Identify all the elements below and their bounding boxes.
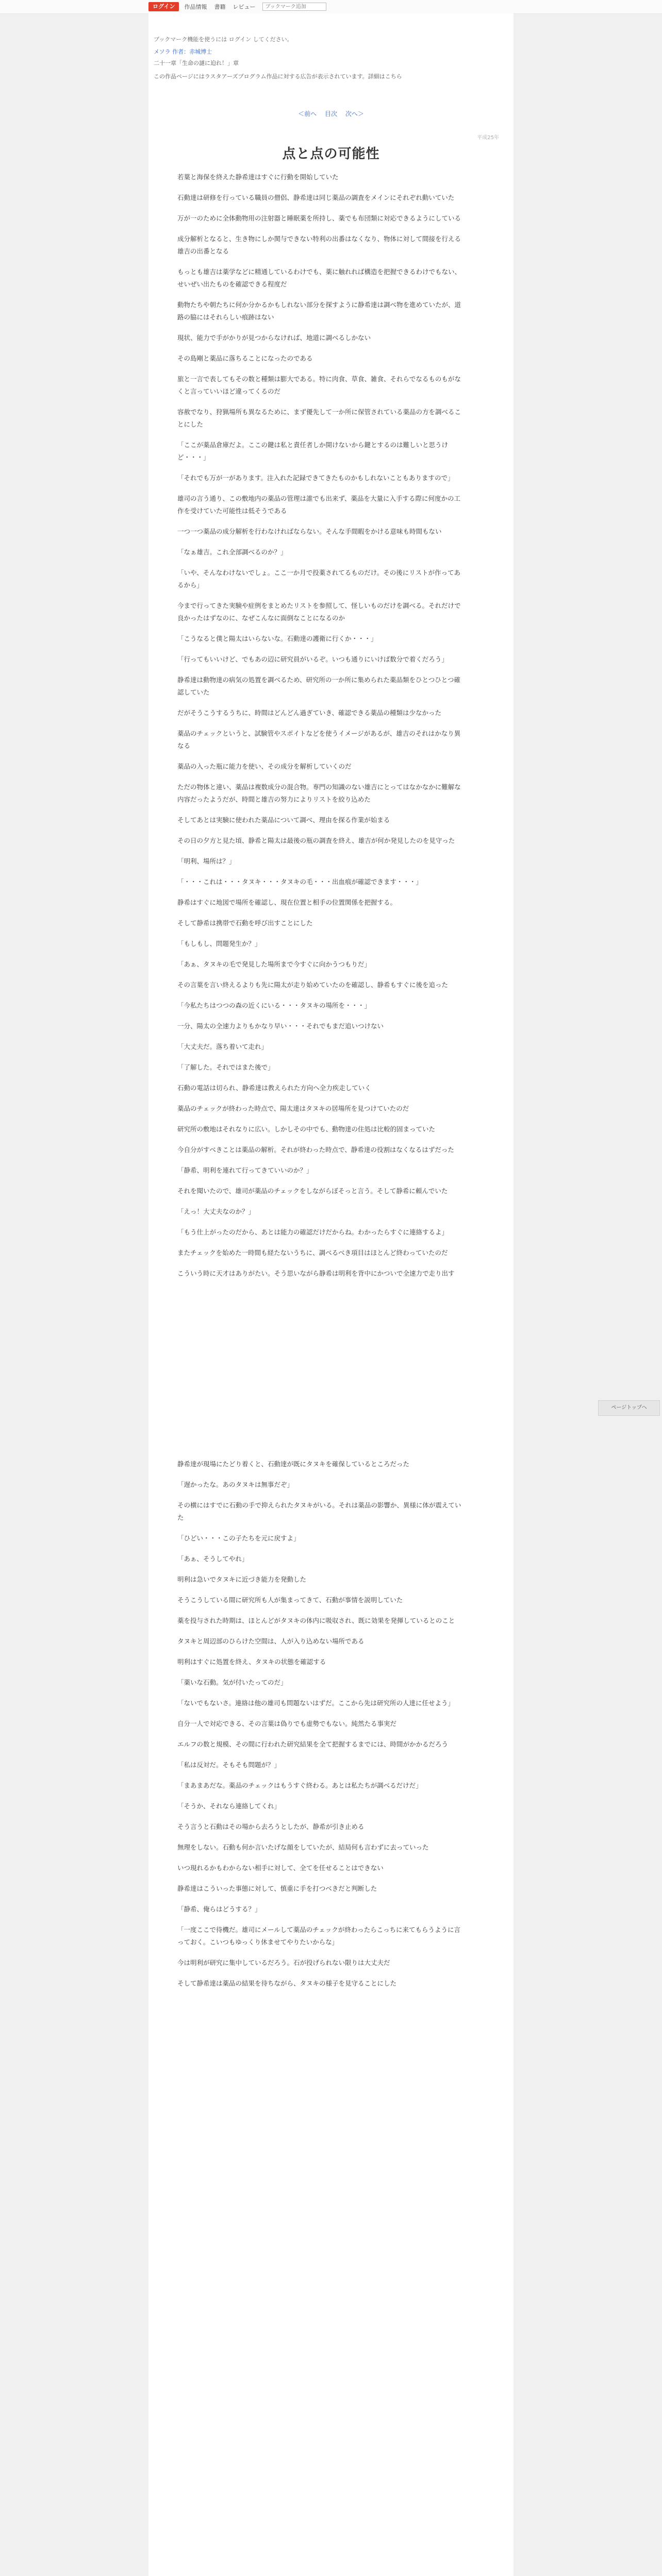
story-paragraph: 「あぁ、そうしてやれ」	[177, 1555, 249, 1563]
story-paragraph: 無理をしない。石動も何か言いたげな顔をしていたが、結局何も言わずに去っていった	[177, 1843, 429, 1851]
story-paragraph: 「明利、場所は？」	[177, 857, 236, 865]
story-paragraph: 石動の電話は切られ、静希達は教えられた方向へ全力疾走していく	[177, 1084, 371, 1092]
story-paragraph: そしてあとは実験に使われた薬品について調べ、理由を探る作業が始まる	[177, 816, 390, 824]
story-paragraph: 「ないでもないさ。連絡は他の雄司も問題ないはずだ。ここから先は研究所の人達に任せよう」	[177, 1699, 455, 1707]
story-paragraph: 「大丈夫だ。落ち着いて走れ」	[177, 1043, 268, 1050]
story-paragraph: その日の夕方と見た頃、静希と陽太は最後の瓶の調査を終え、雄吉が何か発見したのを見守った	[177, 837, 455, 844]
story-paragraph: 「静希、俺らはどうする？」	[177, 1905, 261, 1913]
next-page-link[interactable]: 次へ＞	[345, 110, 364, 117]
story-paragraph: 「いや、そんなわけないでしょ。ここ一か月で投薬されてるものだけ。その後にリストが作ってあるから」	[177, 569, 461, 589]
post-date: 平成25年	[477, 135, 499, 141]
story-paragraph: もっとも雄吉は薬学などに精通しているわけでも、薬に触れれば構造を把握できるわけでもない、せいぜい出たものを確認できる程度だ	[177, 268, 461, 288]
story-paragraph: 今は明利が研究に集中しているだろう。石が投げられない限りは大丈夫だ	[177, 1959, 390, 1967]
story-paragraph: その島剛と薬品に落ちることになったのである	[177, 354, 313, 362]
story-paragraph: 「静希、明利を連れて行ってきていいのか？」	[177, 1166, 313, 1174]
story-paragraph: 雄司の言う通り、この敷地内の薬品の管理は誰でも出来ず、薬品を大量に入手する際に何度かの工作を受けていた可能性は低そうである	[177, 495, 461, 515]
page-top-button[interactable]: ページトップへ	[598, 1400, 660, 1416]
story-paragraph: 「まあまあだな。薬品のチェックはもうすぐ終わる。あとは私たちが調べるだけだ」	[177, 1782, 422, 1789]
story-paragraph: そして静希達は薬品の結果を待ちながら、タヌキの様子を見守ることにした	[177, 1979, 397, 1987]
story-paragraph: そう言うと石動はその場から去ろうとしたが、静希が引き止める	[177, 1823, 365, 1831]
story-paragraph: 容赦でなり、狩猟場所も異なるために、まず優先して一か所に保管されている薬品の方を調べることにした	[177, 408, 461, 428]
content-page	[148, 13, 514, 2576]
story-paragraph: 成分解析となると、生き物にしか関与できない特利の出番はなくなり、物体に対して間接を行える雄吉の出番となる	[177, 235, 461, 255]
bookmark-add-input[interactable]	[262, 3, 326, 11]
story-paragraph: 「それでも万が一があります。注入れた記録できてきたものかもしれないこともありますので」	[177, 474, 454, 482]
nav-link-works[interactable]: 作品情報	[184, 4, 207, 10]
story-paragraph: 「そうか、それなら連絡してくれ」	[177, 1802, 281, 1810]
story-paragraph: 「もう仕上がったのだから、あとは能力の確認だけだからね。わかったらすぐに連絡するよ」	[177, 1228, 449, 1236]
prev-page-link[interactable]: ＜前へ	[298, 110, 317, 117]
story-paragraph: その言葉を言い終えるよりも先に陽太が走り始めていたのを確認し、静希もすぐに後を追った	[177, 981, 449, 989]
story-paragraph: タヌキと周辺部のひらけた空間は、人が入り込めない場所である	[177, 1637, 365, 1645]
story-paragraph: 「私は反対だ。そもそも問題が？」	[177, 1761, 281, 1769]
story-paragraph: 「あぁ、タヌキの毛で発見した場所まで今すぐに向かうつもりだ」	[177, 960, 371, 968]
top-navigation-inner	[148, 2, 326, 11]
story-paragraph: 自分一人で対応できる、その言葉は偽りでも虚勢でもない。純然たる事実だ	[177, 1720, 397, 1727]
story-paragraph: 静希達は動物達の病気の処置を調べるため、研究所の一か所に集められた薬品類をひとつひとつ確認していた	[177, 676, 461, 696]
story-paragraph: いつ現れるかもわからない相手に対して、全てを任せることはできない	[177, 1864, 384, 1872]
story-paragraph: 薬を投与された時期は、ほとんどがタヌキの体内に吸収され、既に効果を発揮しているとのこと	[177, 1617, 455, 1624]
story-paragraph: 研究所の敷地はそれなりに広い。しかしその中でも、動物達の住処は比較的固まっていた	[177, 1125, 436, 1133]
author-link[interactable]: メソラ 作者：赤城博士	[154, 48, 212, 55]
story-paragraph: またチェックを始めた一時間も経たないうちに、調べるべき項目はほとんど終わっていたのだ	[177, 1249, 448, 1257]
story-body	[177, 171, 466, 1998]
chapter-title: 点と点の可能性	[282, 146, 380, 162]
story-paragraph: 薬品の入った瓶に能力を使い、その成分を解析していくのだ	[177, 762, 352, 770]
story-paragraph: 万が一のために全体動物用の注射器と睡眠薬を所持し、薬でも布団類に対応できるようにしている	[177, 214, 461, 222]
story-paragraph: 「行ってもいいけど、でもあの辺に研究員がいるぞ。いつも通りにいけば数分で着くだろう」	[177, 655, 448, 663]
story-paragraph: そして静希は携帯で石動を呼び出すことにした	[177, 919, 313, 927]
scene-break-gap	[177, 1288, 466, 1458]
story-paragraph: 一つ一つ薬品の成分解析を行わなければならない。そんな手間暇をかける意味も時間もない	[177, 528, 442, 535]
ad-notice: この作品ページにはラスタアーズプログラム作品に対する広告が表示されています。詳細はこちら	[154, 73, 402, 80]
story-paragraph: 一分、陽太の全速力よりもかなり早い・・・それでもまだ追いつけない	[177, 1022, 384, 1030]
story-paragraph: こういう時に天才はありがたい。そう思いながら静希は明利を背中にかついで全速力で走り出す	[177, 1269, 455, 1277]
story-paragraph: 静希はすぐに地図で場所を確認し、現在位置と相手の位置関係を把握する。	[177, 899, 397, 906]
story-paragraph: 今自分がすべきことは薬品の解析。それが終わった時点で、静希達の役割はなくなるはずだった	[177, 1146, 454, 1154]
series-line: 二十一章「生命の謎に迫れ！」章	[154, 60, 239, 66]
story-paragraph: 「なぁ雄吉。これ全部調べるのか？」	[177, 548, 287, 556]
author-line	[154, 47, 509, 56]
story-paragraph: 「一度ここで待機だ。雄司にメールして薬品のチェックが終わったらこっちに来てもらうように言っておく。こいつもゆっくり休ませてやりたいからな」	[177, 1926, 461, 1946]
story-paragraph: ただの物体と違い、薬品は複数成分の混合物。専門の知識のない雄吉にとってはなかなかに難解な内容だったようだが、時間と雄吉の努力によりリストを絞り込めた	[177, 783, 461, 803]
story-paragraph: 若葉と海保を終えた静希達はすぐに行動を開始していた	[177, 173, 339, 181]
story-paragraph: 「了解した。それではまた後で」	[177, 1063, 274, 1071]
story-paragraph: エルフの数と規模、その間に行われた研究結果を全て把握するまでには、時間がかかるだろう	[177, 1740, 449, 1748]
index-link[interactable]: 目次	[324, 110, 337, 117]
story-paragraph: 今まで行ってきた実験や症例をまとめたリストを参照して、怪しいものだけを調べる。それだけで良かったはずなのに、なぜこんなに面倒なことになるのか	[177, 602, 461, 622]
story-paragraph: 「こうなると僕と陽太はいらないな。石動達の護衛に行くか・・・」	[177, 635, 377, 642]
story-paragraph: 石動達は研修を行っている職員の僧侶、静希達は同じ薬品の調査をメインにそれぞれ動いていた	[177, 194, 455, 201]
story-paragraph: 「もしもし、問題発生か？」	[177, 940, 261, 947]
story-paragraph: 薬品のチェックというと、試験管やスポイトなどを使うイメージがあるが、雄吉のそれはかなり異なる	[177, 730, 461, 750]
story-paragraph: 薬品のチェックが終わった時点で、陽太達はタヌキの居場所を見つけていたのだ	[177, 1105, 409, 1112]
story-paragraph: 「えっ！大丈夫なのか？」	[177, 1208, 255, 1215]
pager-top	[148, 109, 514, 118]
story-paragraph: だがそうこうするうちに、時間はどんどん過ぎていき、確認できる薬品の種類は少なかった	[177, 709, 442, 717]
story-paragraph: 「遅かったな。あのタヌキは無事だぞ」	[177, 1481, 294, 1488]
story-paragraph: 動物たちや朝たちに何か分かるかもしれない部分を探すように静希達は調べ物を進めていたが、道路の脇にはそれらしい痕跡はない	[177, 301, 461, 321]
nav-link-reviews[interactable]: レビュー	[233, 4, 256, 10]
story-paragraph: 旅と一言で表してもその数と種類は膨大である。特に肉食、草食、雑食、それらでなるものもがなくと言っていいほど違ってくるのだ	[177, 375, 461, 395]
story-paragraph: 現状、能力で手がかりが見つからなければ、地道に調べるしかない	[177, 334, 371, 342]
story-paragraph: 「ここが薬品倉庫だよ。ここの鍵は私と責任者しか開けないから鍵とするのは難しいと思うけど・・・」	[177, 441, 449, 461]
story-header	[154, 35, 509, 80]
story-paragraph: 明利は急いでタヌキに近づき能力を発動した	[177, 1575, 307, 1583]
top-navigation-bar	[0, 0, 662, 14]
story-paragraph: 静希達はこういった事態に対して、慎重に手を打つべきだと判断した	[177, 1885, 377, 1892]
login-notice: ブックマーク機能を使うには ログイン してください。	[154, 36, 293, 43]
story-paragraph: そうこうしている間に研究所も人が集まってきて、石動が事情を説明していた	[177, 1596, 403, 1604]
login-button[interactable]: ログイン	[148, 2, 179, 11]
nav-link-books[interactable]: 書籍	[214, 4, 226, 10]
story-paragraph: それを聞いたので、雄司が薬品のチェックをしながらぼそっと言う。そして静希に頼んでいた	[177, 1187, 448, 1195]
story-paragraph: その横にはすでに石動の手で抑えられたタヌキがいる。それは薬品の影響か、異様に体が震えていた	[177, 1501, 461, 1521]
story-paragraph: 「・・・これは・・・タヌキ・・・タヌキの毛・・・出血痕が確認できます・・・」	[177, 878, 423, 886]
story-paragraph: 「ひどい・・・この子たちを元に戻すよ」	[177, 1534, 300, 1542]
story-paragraph: 静希達が現場にたどり着くと、石動達が既にタヌキを確保しているところだった	[177, 1460, 410, 1468]
story-paragraph: 明利はすぐに処置を終え、タヌキの状態を確認する	[177, 1658, 326, 1666]
story-paragraph: 「今私たちはつつの森の近くにいる・・・タヌキの場所を・・・」	[177, 1002, 371, 1009]
story-paragraph: 「薬いな石動。気が付いたってのだ」	[177, 1679, 287, 1686]
